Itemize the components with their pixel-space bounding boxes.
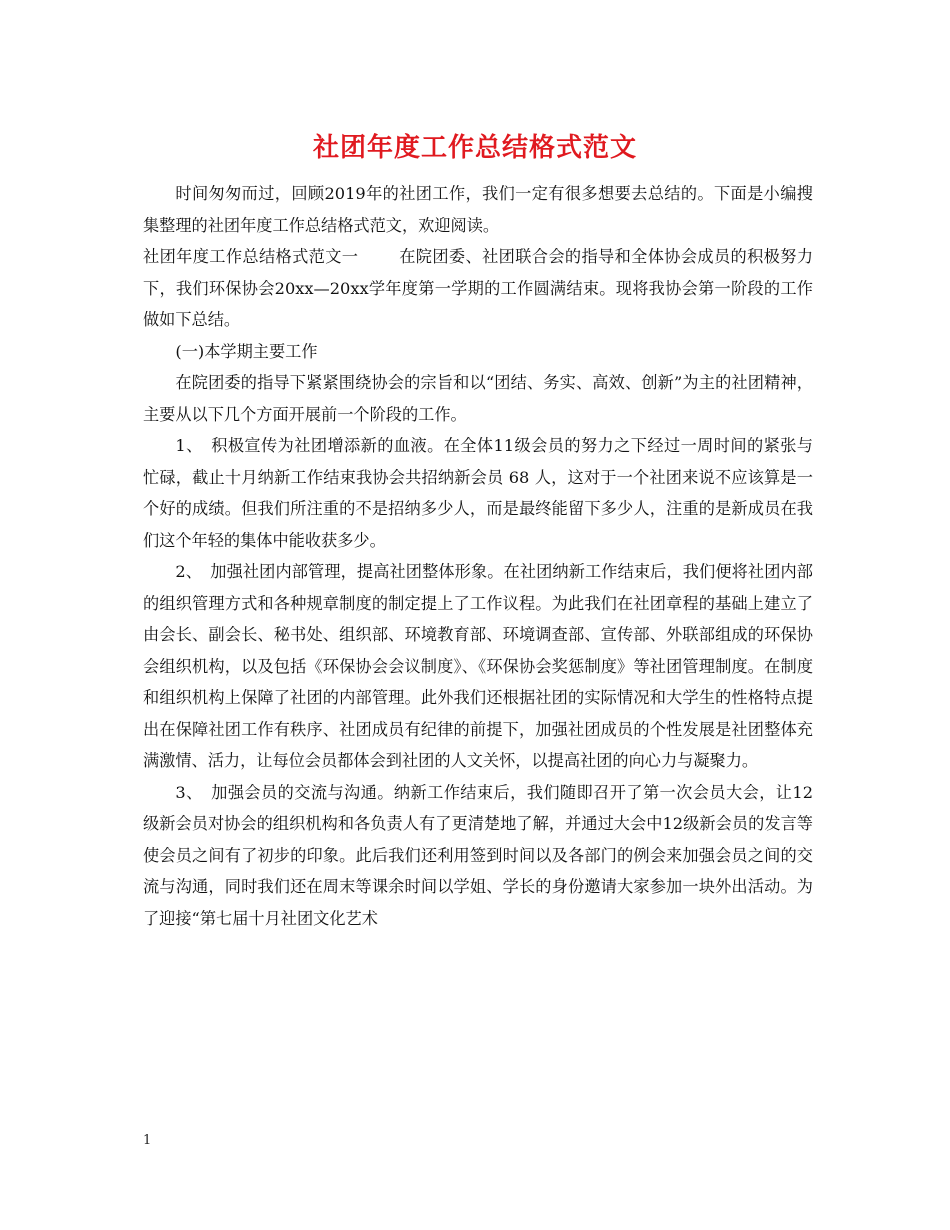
list-item-1: 1、 积极宣传为社团增添新的血液。在全体11级会员的努力之下经过一周时间的紧张与忙碌，截止十月纳新工作结束我协会共招纳新会员 68 人，这对于一个社团来说不应该算是一个好的成绩。但我们所注重的不是招纳多少人，而是最终能留下多少人，注重的是新成员在我们这个年轻的集体中能收获多少。	[143, 436, 813, 550]
list-item-3: 3、 加强会员的交流与沟通。纳新工作结束后，我们随即召开了第一次会员大会，让12级新会员对协会的组织机构和各负责人有了更清楚地了解，并通过大会中12级新会员的发言等使会员之间有了初步的印象。此后我们还利用签到时间以及各部门的例会来加强会员之间的交流与沟通，同时我们还在周末等课余时间以学姐、学长的身份邀请大家参加一块外出活动。为了迎接“第七届十月社团文化艺术	[143, 782, 813, 928]
page-number: 1	[143, 1133, 152, 1148]
intro-paragraph: 时间匆匆而过，回顾2019年的社团工作，我们一定有很多想要去总结的。下面是小编搜集整理的社团年度工作总结格式范文，欢迎阅读。	[143, 184, 813, 235]
section-paragraph	[143, 241, 813, 336]
document-body	[143, 178, 813, 934]
section-intro: 在院团委、社团联合会的指导和全体协会成员的积极努力下，我们环保协会20xx—20xx学年度第一学期的工作圆满结束。现将我协会第一阶段的工作做如下总结。	[143, 247, 814, 329]
body-paragraph: 在院团委的指导下紧紧围绕协会的宗旨和以“团结、务实、高效、创新”为主的社团精神，主要从以下几个方面开展前一个阶段的工作。	[143, 373, 813, 424]
subsection-heading: (一)本学期主要工作	[175, 341, 318, 361]
section-heading: 社团年度工作总结格式范文一	[143, 247, 359, 266]
document-title: 社团年度工作总结格式范文	[312, 133, 637, 163]
list-item-2: 2、 加强社团内部管理，提高社团整体形象。在社团纳新工作结束后，我们便将社团内部的组织管理方式和各种规章制度的制定提上了工作议程。为此我们在社团章程的基础上建立了由会长、副会长、秘书处、组织部、环境教育部、环境调查部、宣传部、外联部组成的环保协会组织机构，以及包括《环保协会会议制度》、《环保协会奖惩制度》等社团管理制度。在制度和组织机构上保障了社团的内部管理。此外我们还根据社团的实际情况和大学生的性格特点提出在保障社团工作有秩序、社团成员有纪律的前提下，加强社团成员的个性发展是社团整体充满激情、活力，让每位会员都体会到社团的人文关怀，以提高社团的向心力与凝聚力。	[143, 562, 813, 770]
